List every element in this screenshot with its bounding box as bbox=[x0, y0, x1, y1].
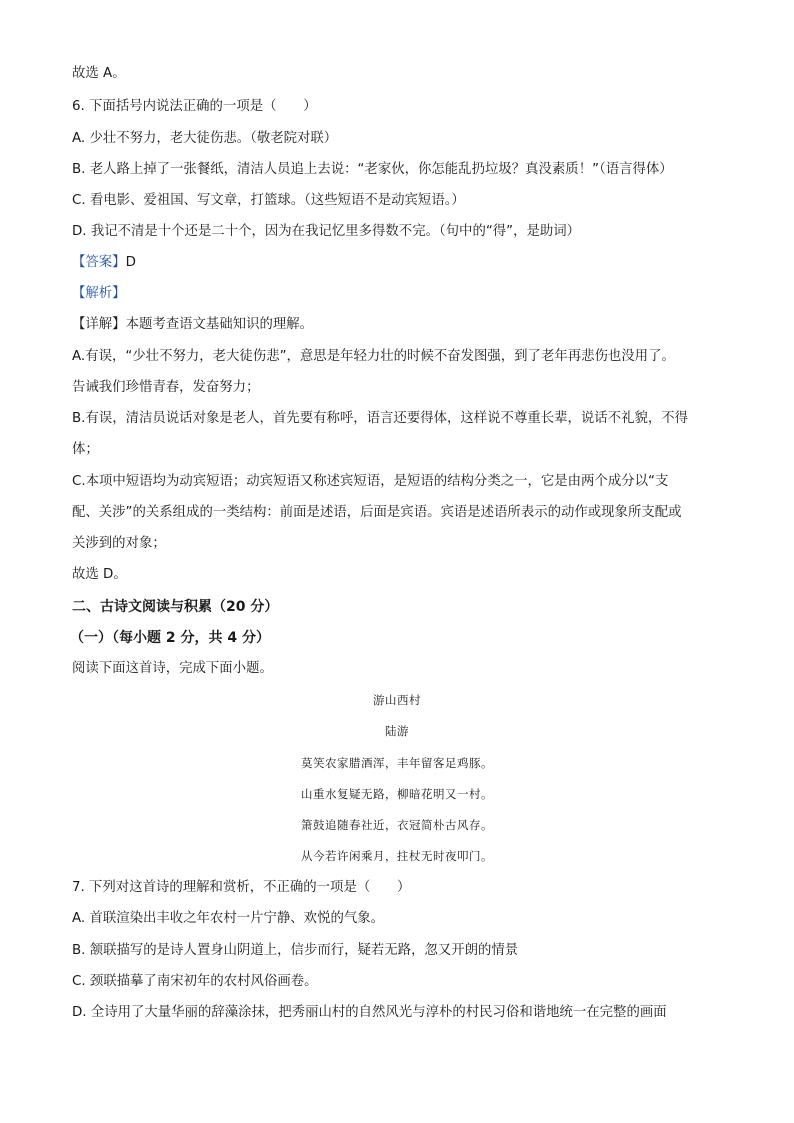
reading-instruction: 阅读下面这首诗，完成下面小题。 bbox=[72, 661, 273, 676]
explanation-line: 体； bbox=[72, 442, 99, 457]
question-6-option-b: B. 老人路上掉了一张餐纸，清洁人员追上去说：“老家伙，你怎能乱扔垃圾？真没素质！”（语言得体） bbox=[72, 162, 673, 177]
question-7-stem: 7. 下列对这首诗的理解和赏析，不正确的一项是（ ） bbox=[72, 880, 411, 895]
previous-answer: 故选 A。 bbox=[72, 66, 126, 81]
answer-line bbox=[72, 254, 136, 272]
poem-line: 从今若许闲乘月，拄杖无时夜叩门。 bbox=[301, 849, 493, 863]
detail-intro: 本题考查语文基础知识的理解。 bbox=[125, 317, 314, 332]
analysis-tag: 【解析】 bbox=[72, 286, 126, 301]
answer-value: D bbox=[125, 255, 136, 270]
poem-author: 陆游 bbox=[385, 724, 409, 738]
question-6-option-d: D. 我记不清是十个还是二十个，因为在我记忆里多得数不完。（句中的“得”，是助词） bbox=[72, 224, 581, 239]
explanation-line: 配、关涉”的关系组成的一类结构：前面是述语，后面是宾语。宾语是述语所表示的动作或现象所支配或 bbox=[72, 505, 682, 520]
explanation-line: 关涉到的对象； bbox=[72, 536, 166, 551]
poem-line: 莫笑农家腊酒浑，丰年留客足鸡豚。 bbox=[301, 756, 493, 770]
question-6-option-c: C. 看电影、爱祖国、写文章，打篮球。（这些短语不是动宾短语。） bbox=[72, 193, 465, 208]
explanation-line: B.有误，清洁员说话对象是老人，首先要有称呼，语言还要得体，这样说不尊重长辈，说话不礼貌，不得 bbox=[72, 411, 689, 426]
section-heading: 二、古诗文阅读与积累（20 分） bbox=[72, 599, 279, 615]
question-7-option-d: D. 全诗用了大量华丽的辞藻涂抹，把秀丽山村的自然风光与淳朴的村民习俗和谐地统一在完整的画面 bbox=[72, 1005, 667, 1020]
detail-line bbox=[72, 316, 313, 334]
explanation-line: A.有误，“少壮不努力，老大徒伤悲”，意思是年轻力壮的时候不奋发图强，到了老年再悲伤也没用了。 bbox=[72, 349, 675, 364]
explanation-line: 告诫我们珍惜青春，发奋努力； bbox=[72, 380, 260, 395]
section-sub-heading: （一）（每小题 2 分，共 4 分） bbox=[70, 630, 270, 646]
answer-tag: 【答案】 bbox=[72, 255, 126, 270]
poem-line: 山重水复疑无路，柳暗花明又一村。 bbox=[301, 787, 493, 801]
explanation-line: C.本项中短语均为动宾短语；动宾短语又称述宾短语，是短语的结构分类之一，它是由两个成分以“支 bbox=[72, 474, 669, 489]
poem-title: 游山西村 bbox=[373, 693, 421, 707]
question-7-option-a: A. 首联渲染出丰收之年农村一片宁静、欢悦的气象。 bbox=[72, 911, 385, 926]
explanation-line: 故选 D。 bbox=[72, 567, 127, 582]
detail-tag: 【详解】 bbox=[72, 317, 126, 332]
question-7-option-c: C. 颈联描摹了南宋初年的农村风俗画卷。 bbox=[72, 974, 318, 989]
question-6-option-a: A. 少壮不努力，老大徒伤悲。（敬老院对联） bbox=[72, 131, 338, 146]
poem-line: 箫鼓追随春社近，衣冠简朴古风存。 bbox=[301, 818, 493, 832]
question-7-option-b: B. 颔联描写的是诗人置身山阴道上，信步而行，疑若无路，忽又开朗的情景 bbox=[72, 943, 519, 958]
question-6-stem: 6. 下面括号内说法正确的一项是（ ） bbox=[72, 99, 317, 114]
